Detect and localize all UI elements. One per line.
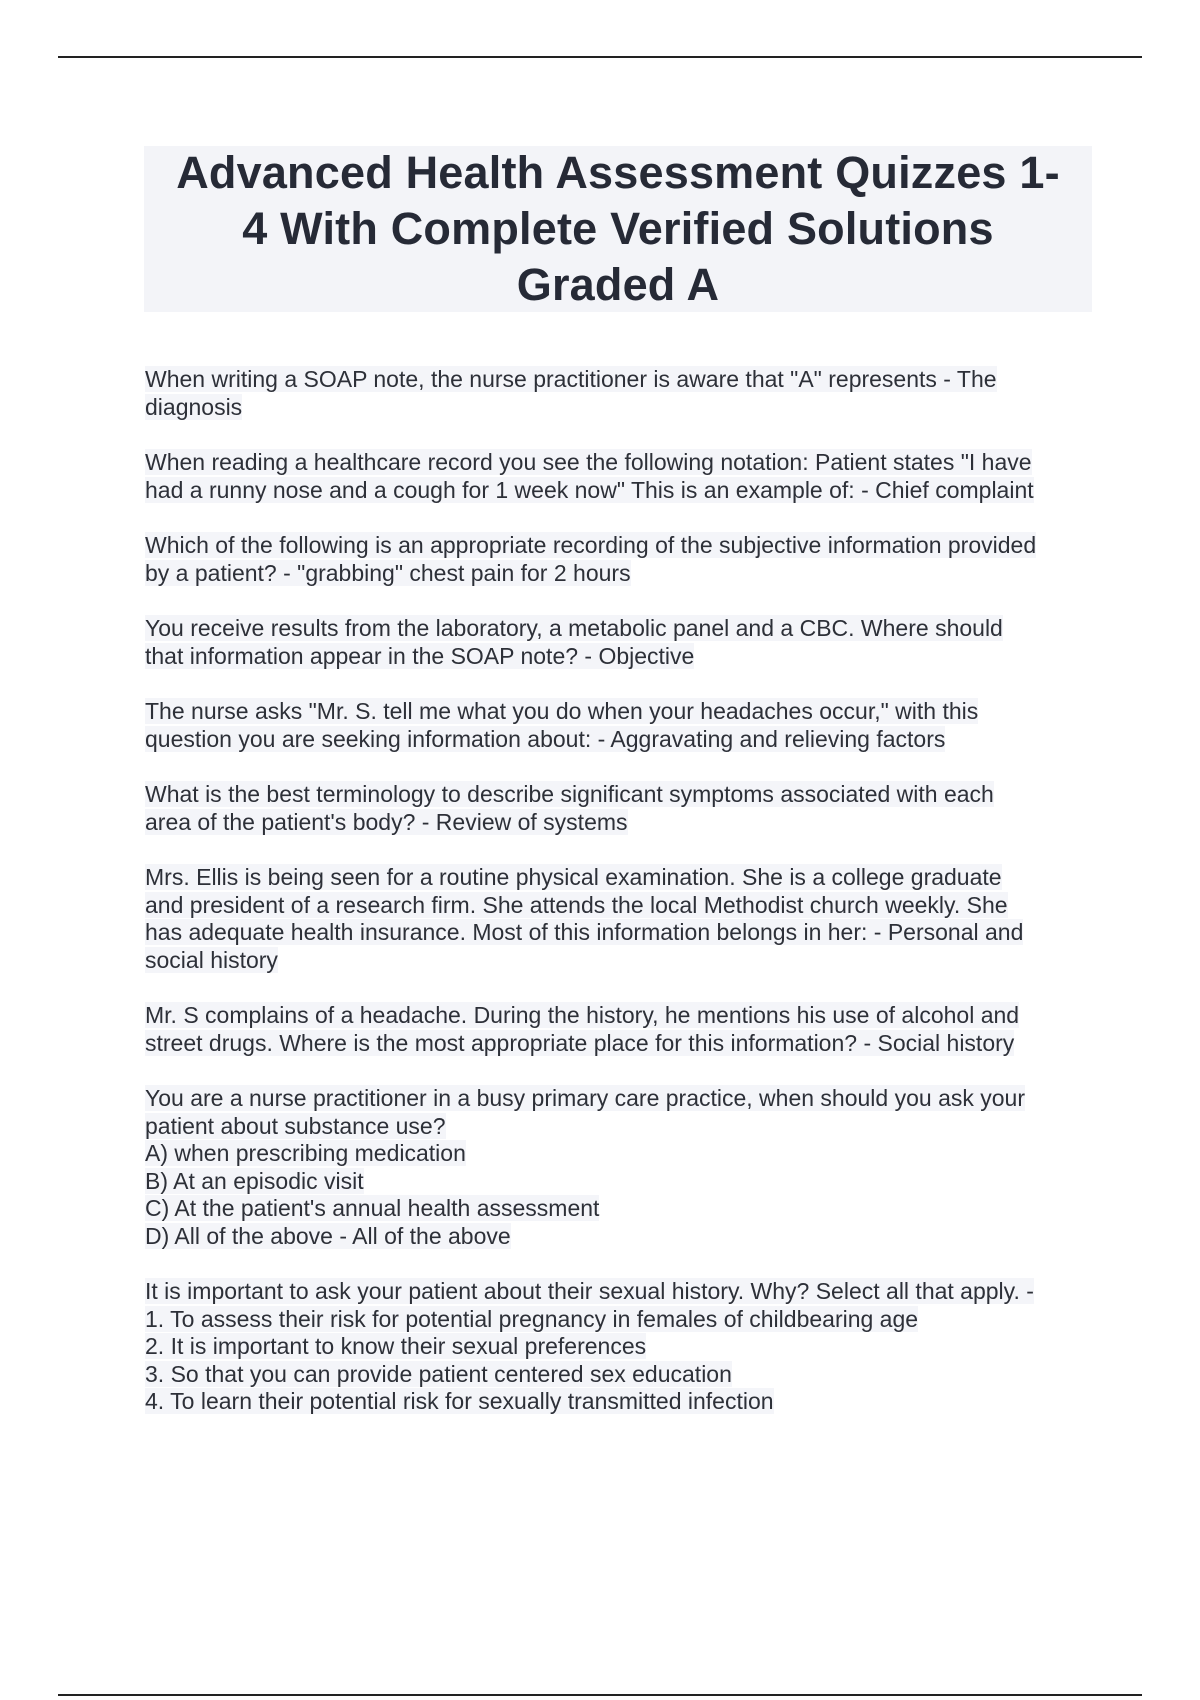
question-item [145,1278,1090,1416]
top-rule [58,56,1142,58]
question-text-line: has adequate health insurance. Most of this information belongs in her: - Personal and [145,919,1024,945]
title-line: Advanced Health Assessment Quizzes 1- [176,147,1060,198]
question-text-line: patient about substance use? [145,1112,446,1139]
question-text-line: that information appear in the SOAP note? - Objective [145,642,695,669]
question-text-line: Mr. S complains of a headache. During the history, he mentions his use of alcohol and [145,1002,1020,1028]
question-text-line: You are a nurse practitioner in a busy primary care practice, when should you ask your [145,1085,1025,1111]
answer-option-line: C) At the patient's annual health assessment [145,1195,600,1221]
question-item [145,1085,1090,1250]
question-text-line: and president of a research firm. She attends the local Methodist church weekly. She [145,891,1008,918]
answer-option-line: 4. To learn their potential risk for sexually transmitted infection [145,1388,774,1414]
question-item [145,1002,1090,1057]
question-text-line: by a patient? - "grabbing" chest pain for 2 hours [145,559,631,586]
title-line: 4 With Complete Verified Solutions [242,203,994,254]
question-text-line: area of the patient's body? - Review of systems [145,808,628,835]
question-item [145,615,1090,670]
question-list [145,366,1090,1444]
question-text-line: When reading a healthcare record you see the following notation: Patient states "I have [145,449,1032,475]
question-item [145,781,1090,836]
answer-option-line: A) when prescribing medication [145,1140,466,1166]
question-text-line: Which of the following is an appropriate recording of the subjective information provided [145,532,1037,558]
bottom-rule [58,1694,1142,1696]
title-banner [144,146,1092,312]
question-text-line: It is important to ask your patient about their sexual history. Why? Select all that apply. - [145,1278,1034,1304]
question-text-line: social history [145,946,278,973]
question-item [145,449,1090,504]
question-item [145,532,1090,587]
answer-option-line: 2. It is important to know their sexual preferences [145,1333,647,1359]
question-text-line: question you are seeking information about: - Aggravating and relieving factors [145,725,946,752]
answer-option-line: 3. So that you can provide patient centered sex education [145,1360,732,1387]
answer-option-line: 1. To assess their risk for potential pregnancy in females of childbearing age [145,1305,919,1332]
question-text-line: Mrs. Ellis is being seen for a routine physical examination. She is a college graduate [145,864,1002,890]
question-text-line: street drugs. Where is the most appropriate place for this information? - Social history [145,1029,1015,1056]
title-line: Graded A [516,259,720,310]
answer-option-line: B) At an episodic visit [145,1167,364,1194]
question-item [145,366,1090,421]
question-text-line: You receive results from the laboratory, a metabolic panel and a CBC. Where should [145,615,1003,641]
question-text-line: What is the best terminology to describe significant symptoms associated with each [145,781,994,807]
document-title [176,145,1060,313]
question-item [145,698,1090,753]
question-text-line: had a runny nose and a cough for 1 week now" This is an example of: - Chief complaint [145,476,1034,503]
question-text-line: The nurse asks "Mr. S. tell me what you do when your headaches occur," with this [145,698,979,724]
question-text-line: When writing a SOAP note, the nurse practitioner is aware that "A" represents - The [145,366,997,392]
question-text-line: diagnosis [145,393,243,420]
question-item [145,864,1090,974]
answer-option-line: D) All of the above - All of the above [145,1222,511,1249]
